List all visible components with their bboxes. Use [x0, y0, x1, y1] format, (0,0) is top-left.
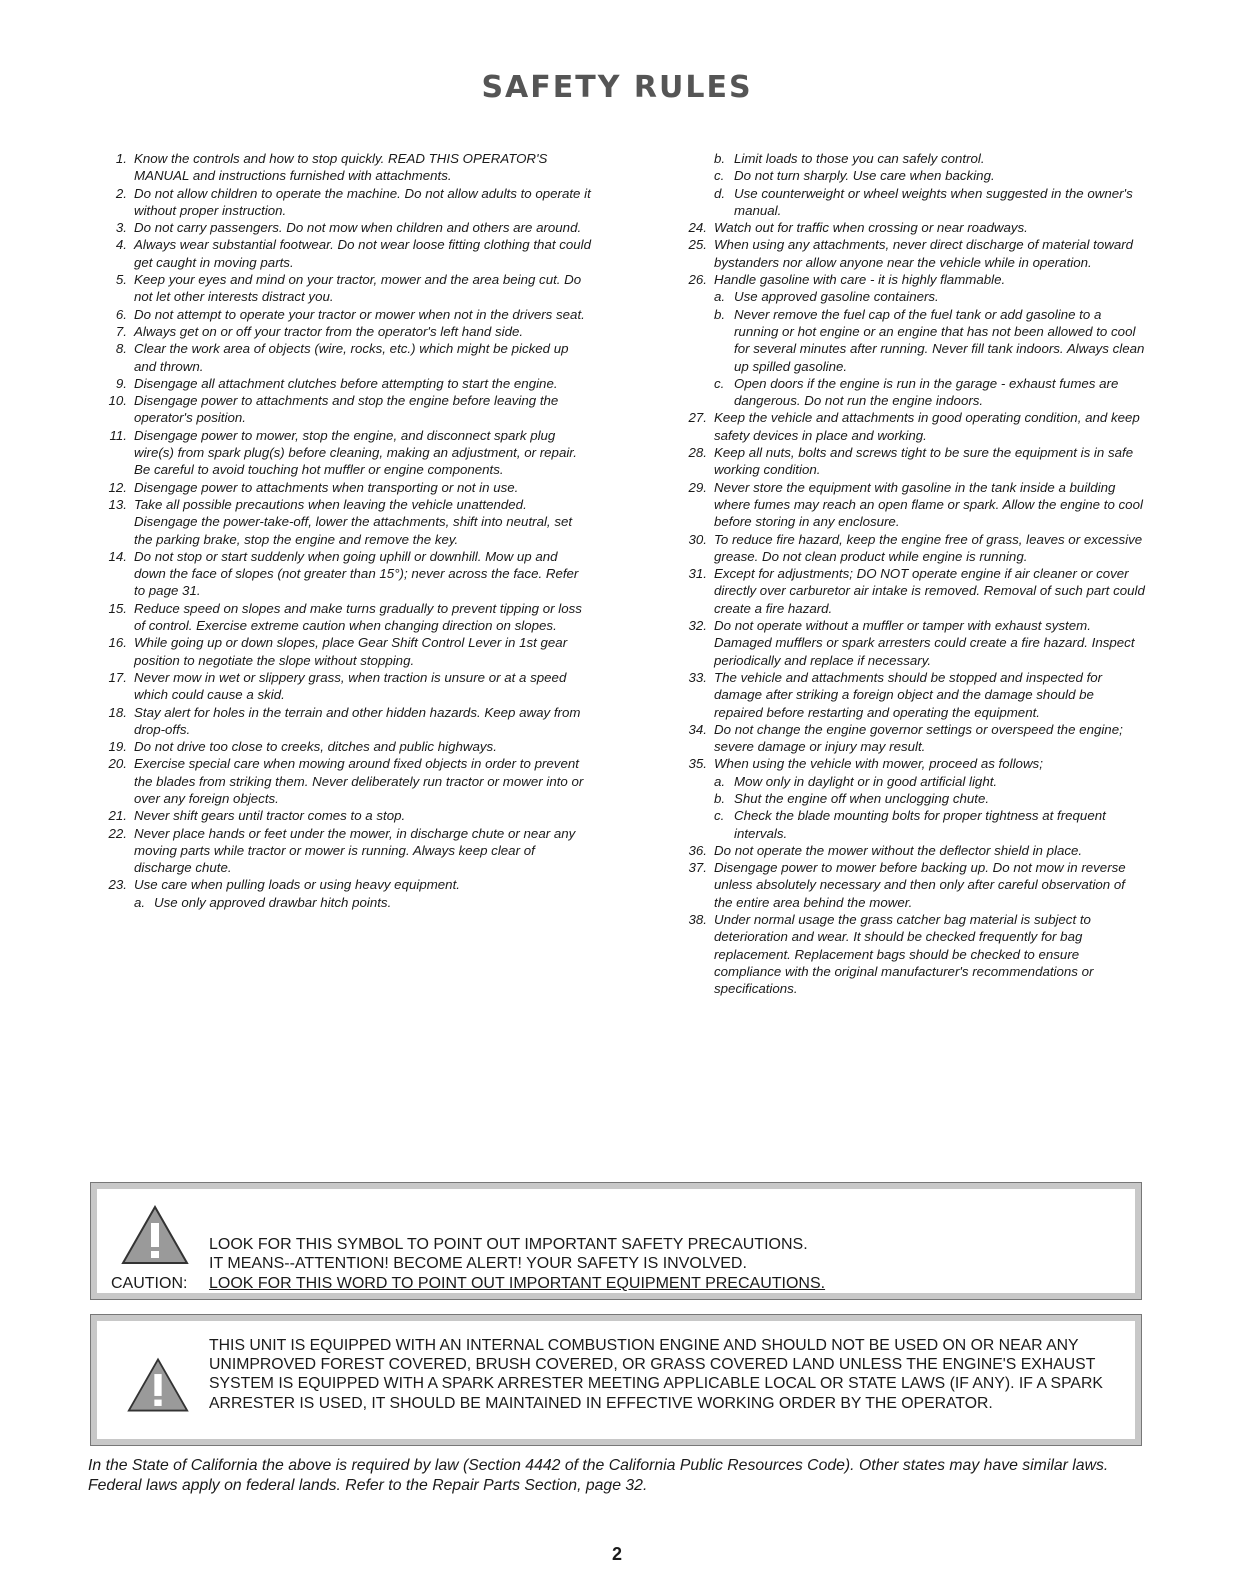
rule-item	[100, 185, 592, 220]
sub-text: Mow only in daylight or in good artificial light.	[734, 773, 998, 789]
rule-number: 31.	[688, 566, 707, 582]
sub-item	[714, 773, 1146, 790]
sub-text: Use approved gasoline containers.	[734, 289, 939, 305]
rule-number: 14.	[108, 548, 127, 564]
rule-number: 16.	[108, 635, 127, 651]
rule-item	[680, 479, 1146, 531]
sub-letter: a.	[714, 289, 726, 305]
rule-number: 5.	[115, 272, 127, 288]
sub-letter: a.	[134, 894, 146, 910]
rule-number: 35.	[688, 756, 707, 772]
rule-item	[100, 876, 592, 893]
rule-item	[100, 807, 592, 824]
sub-item	[714, 185, 1146, 220]
warning-triangle-icon	[121, 1205, 189, 1265]
rule-text: Reduce speed on slopes and make turns gradually to prevent tipping or loss of control. Exercise extreme caution when changing direction on slopes.	[134, 600, 582, 634]
rule-25	[680, 236, 1146, 271]
rule-number: 17.	[108, 669, 127, 685]
rule-text: Do not allow children to operate the machine. Do not allow adults to operate it without proper instruction.	[134, 185, 591, 218]
rule-item	[680, 859, 1146, 911]
rule-number: 23.	[108, 877, 127, 893]
rule-item	[100, 219, 592, 236]
rule-text: Clear the work area of objects (wire, rocks, etc.) which might be picked up and thrown.	[134, 341, 569, 374]
california-footnote: In the State of California the above is required by law (Section 4442 of the California Public Resources Code). Other states may have similar laws. Federal laws apply on federal lands. Refer to the Repair Parts Section, page 32.	[88, 1457, 1109, 1494]
rule-number: 7.	[115, 323, 127, 339]
rule-item	[680, 911, 1146, 997]
rule-text: Watch out for traffic when crossing or near roadways.	[714, 220, 1028, 236]
rule-text: When using the vehicle with mower, proceed as follows;	[714, 756, 1043, 772]
rule-number: 29.	[688, 479, 707, 495]
rule-text: Take all possible precautions when leaving the vehicle unattended. Disengage the power-take-off, lower the attachments, shift into neutral, set the parking brake, stop the engine and remove the key.	[134, 496, 573, 547]
rule-number: 9.	[115, 375, 127, 391]
rule-item	[680, 444, 1146, 479]
rule-item	[100, 600, 592, 635]
rule-text: Do not stop or start suddenly when going uphill or downhill. Mow up and down the face of slopes (not greater than 15°); never across the face. Refer to page 31.	[134, 548, 579, 599]
rule-item	[100, 738, 592, 755]
rule-text: Disengage power to attachments when transporting or not in use.	[134, 479, 519, 495]
rules-27-34	[680, 409, 1146, 755]
rule-item	[100, 306, 592, 323]
rule-number: 13.	[108, 496, 127, 512]
rule-number: 6.	[115, 306, 127, 322]
rules-column-left	[100, 150, 592, 911]
rule-number: 2.	[115, 185, 127, 201]
spark-notice-text: THIS UNIT IS EQUIPPED WITH AN INTERNAL COMBUSTION ENGINE AND SHOULD NOT BE USED ON OR NEAR ANY UNIMPROVED FOREST COVERED, BRUSH COVERED, OR GRASS COVERED LAND UNLESS THE ENGINE'S EXHAUST SYSTEM IS EQUIPPED WITH A SPARK ARRESTER MEETING APPLICABLE LOCAL OR STATE LAWS (IF ANY). IF A SPARK ARRESTER IS USED, IT SHOULD BE MAINTAINED IN EFFECTIVE WORKING ORDER BY THE OPERATOR.	[209, 1337, 1103, 1412]
rule-text: Use care when pulling loads or using heavy equipment.	[134, 877, 460, 893]
sub-text: Use only approved drawbar hitch points.	[154, 894, 392, 910]
sub-text: Shut the engine off when unclogging chute.	[734, 790, 990, 806]
rule-number: 27.	[688, 410, 707, 426]
rule-text: Always wear substantial footwear. Do not wear loose fitting clothing that could get caught in moving parts.	[134, 237, 592, 270]
rules-column-right	[680, 150, 1146, 998]
rule-item	[100, 271, 592, 306]
rule-text: Except for adjustments; DO NOT operate engine if air cleaner or cover directly over carburetor air intake is removed. Removal of such part could create a fire hazard.	[714, 566, 1145, 616]
rules-36-38	[680, 842, 1146, 998]
rule-text: Do not carry passengers. Do not mow when children and others are around.	[134, 220, 582, 236]
sub-letter: d.	[714, 185, 726, 201]
rule-text: Disengage power to mower, stop the engine, and disconnect spark plug wire(s) from spark plug(s) before cleaning, making an adjustment, or repair. Be careful to avoid touching hot muffler or engine components.	[134, 427, 577, 478]
rule-item	[680, 721, 1146, 756]
spark-arrester-notice	[90, 1314, 1142, 1446]
rule-text: To reduce fire hazard, keep the engine free of grass, leaves or excessive grease. Do not clean product while engine is running.	[714, 531, 1143, 564]
symbol-notice-text	[209, 1235, 808, 1273]
rule-text: Disengage all attachment clutches before attempting to start the engine.	[134, 375, 558, 391]
rule-23-continued-subs	[680, 150, 1146, 219]
sub-text: Do not turn sharply. Use care when backing.	[734, 168, 995, 184]
rule-item	[680, 531, 1146, 566]
rule-item	[100, 323, 592, 340]
rule-text: Disengage power to mower before backing up. Do not mow in reverse unless absolutely necessary and then only after careful observation of the entire area behind the mower.	[714, 860, 1126, 910]
rule-text: Do not attempt to operate your tractor or mower when not in the drivers seat.	[134, 306, 585, 322]
rule-23-sub-a	[134, 894, 592, 911]
rule-text: Never shift gears until tractor comes to a stop.	[134, 808, 406, 824]
rule-number: 1.	[115, 151, 127, 166]
rule-number: 26.	[688, 272, 707, 288]
rule-number: 37.	[688, 860, 707, 876]
rule-number: 30.	[688, 531, 707, 547]
safety-symbol-notice	[90, 1182, 1142, 1300]
rule-35	[680, 755, 1146, 772]
rule-text: Do not operate the mower without the deflector shield in place.	[714, 842, 1083, 858]
rule-text: Stay alert for holes in the terrain and other hidden hazards. Keep away from drop-offs.	[134, 704, 581, 737]
page-title: SAFETY RULES	[481, 70, 753, 105]
rule-number: 15.	[108, 600, 127, 616]
rule-number: 36.	[688, 842, 707, 858]
rule-26-subs	[680, 288, 1146, 409]
sub-letter: a.	[714, 773, 726, 789]
sub-text: Use counterweight or wheel weights when suggested in the owner's manual.	[734, 185, 1133, 218]
rule-number: 28.	[688, 445, 707, 461]
rule-number: 18.	[108, 704, 127, 720]
sub-item	[714, 288, 1146, 305]
sub-item	[714, 375, 1146, 410]
warning-triangle-icon	[127, 1357, 189, 1413]
rule-text: Exercise special care when mowing around fixed objects in order to prevent the blades from striking them. Never deliberately run tractor or mower into or over any foreign objects.	[134, 756, 584, 806]
rule-number: 38.	[688, 912, 707, 928]
rule-text: Keep the vehicle and attachments in good operating condition, and keep safety devices in place and working.	[714, 410, 1140, 443]
rule-number: 11.	[109, 427, 127, 443]
symbol-notice-line-1: LOOK FOR THIS SYMBOL TO POINT OUT IMPORTANT SAFETY PRECAUTIONS.	[209, 1236, 808, 1253]
sub-item	[714, 150, 1146, 167]
sub-text: Limit loads to those you can safely control.	[734, 151, 985, 166]
rule-number: 21.	[108, 808, 127, 824]
rule-text: Never place hands or feet under the mower, in discharge chute or near any moving parts while tractor or mower is running. Always keep clear of discharge chute.	[134, 825, 576, 876]
caution-label: CAUTION:	[111, 1275, 188, 1292]
rule-number: 8.	[115, 341, 127, 357]
rules-list-left	[100, 150, 592, 894]
rule-item	[100, 236, 592, 271]
rule-item	[100, 496, 592, 548]
rule-number: 34.	[688, 721, 707, 737]
rule-item	[100, 825, 592, 877]
rule-number: 20.	[108, 756, 127, 772]
rule-text: When using any attachments, never direct discharge of material toward bystanders nor allow anyone near the vehicle while in operation.	[714, 237, 1134, 270]
sub-letter: c.	[714, 168, 725, 184]
rule-number: 25.	[688, 237, 707, 253]
rule-item	[100, 669, 592, 704]
rule-text: While going up or down slopes, place Gear Shift Control Lever in 1st gear position to negotiate the slope without stopping.	[134, 635, 568, 668]
rule-item	[100, 150, 592, 185]
rule-item	[100, 755, 592, 807]
rule-number: 12.	[108, 479, 127, 495]
rule-text: Keep your eyes and mind on your tractor, mower and the area being cut. Do not let other interests distract you.	[134, 272, 582, 305]
sub-letter: c.	[714, 375, 725, 391]
rule-text: The vehicle and attachments should be stopped and inspected for damage after striking a foreign object and the damage should be repaired before restarting and operating the equipment.	[714, 669, 1103, 720]
sub-letter: c.	[714, 808, 725, 824]
rule-item	[100, 634, 592, 669]
rule-number: 10.	[108, 393, 127, 409]
rule-item	[680, 409, 1146, 444]
rule-26	[680, 271, 1146, 288]
sub-item	[714, 167, 1146, 184]
rule-number: 22.	[108, 825, 127, 841]
rule-item	[100, 392, 592, 427]
rule-number: 4.	[115, 237, 127, 253]
rule-item	[100, 340, 592, 375]
rule-item	[680, 842, 1146, 859]
sub-item	[714, 807, 1146, 842]
rule-item	[100, 375, 592, 392]
rule-text: Know the controls and how to stop quickly. READ THIS OPERATOR'S MANUAL and instructions furnished with attachments.	[134, 151, 548, 184]
rule-number: 33.	[688, 669, 707, 685]
rule-item	[680, 565, 1146, 617]
rule-35-subs	[680, 773, 1146, 842]
sub-item	[714, 790, 1146, 807]
sub-letter: b.	[714, 306, 726, 322]
rule-text: Never mow in wet or slippery grass, when traction is unsure or at a speed which could cause a skid.	[134, 669, 567, 703]
sub-letter: b.	[714, 151, 726, 166]
rule-item	[680, 669, 1146, 721]
rule-number: 24.	[688, 220, 707, 236]
symbol-notice-line-2: IT MEANS--ATTENTION! BECOME ALERT! YOUR SAFETY IS INVOLVED.	[209, 1255, 747, 1272]
sub-letter: b.	[714, 790, 726, 806]
sub-text: Check the blade mounting bolts for proper tightness at frequent intervals.	[734, 808, 1106, 841]
page-number: 2	[611, 1544, 622, 1564]
rule-item	[680, 617, 1146, 669]
caution-row	[111, 1275, 825, 1293]
rule-text: Never store the equipment with gasoline in the tank inside a building where fumes may reach an open flame or spark. Allow the engine to cool before storing in any enclosure.	[714, 479, 1143, 530]
rule-item	[100, 479, 592, 496]
caution-text: LOOK FOR THIS WORD TO POINT OUT IMPORTANT EQUIPMENT PRECAUTIONS.	[209, 1275, 826, 1292]
sub-text: Open doors if the engine is run in the garage - exhaust fumes are dangerous. Do not run the engine indoors.	[734, 375, 1119, 409]
rule-text: Disengage power to attachments and stop the engine before leaving the operator's position.	[134, 393, 559, 426]
rule-text: Keep all nuts, bolts and screws tight to be sure the equipment is in safe working condition.	[714, 445, 1134, 478]
rule-number: 32.	[688, 618, 707, 634]
rule-number: 3.	[115, 220, 127, 236]
rule-number: 19.	[108, 739, 127, 755]
rule-text: Do not drive too close to creeks, ditches and public highways.	[134, 739, 497, 755]
rule-text: Always get on or off your tractor from the operator's left hand side.	[134, 323, 524, 339]
rule-item	[100, 548, 592, 600]
rule-text: Do not change the engine governor settings or overspeed the engine; severe damage or injury may result.	[714, 721, 1123, 755]
sub-text: Never remove the fuel cap of the fuel tank or add gasoline to a running or hot engine or an engine that has not been allowed to cool for several minutes after running. Never fill tank indoors. Always clean up spilled gasoline.	[734, 306, 1145, 374]
rule-item	[100, 427, 592, 479]
sub-item	[714, 306, 1146, 375]
rule-24	[680, 219, 1146, 236]
rule-text: Under normal usage the grass catcher bag material is subject to deterioration and wear. It should be checked frequently for bag replacement. Replacement bags should be checked to ensure compliance with the original manufacturer's recommendations or specifications.	[714, 912, 1094, 997]
rule-item	[100, 704, 592, 739]
rule-text: Do not operate without a muffler or tamper with exhaust system. Damaged mufflers or spark arresters could create a fire hazard. Inspect periodically and replace if necessary.	[714, 618, 1135, 668]
rule-text: Handle gasoline with care - it is highly flammable.	[714, 272, 1006, 288]
